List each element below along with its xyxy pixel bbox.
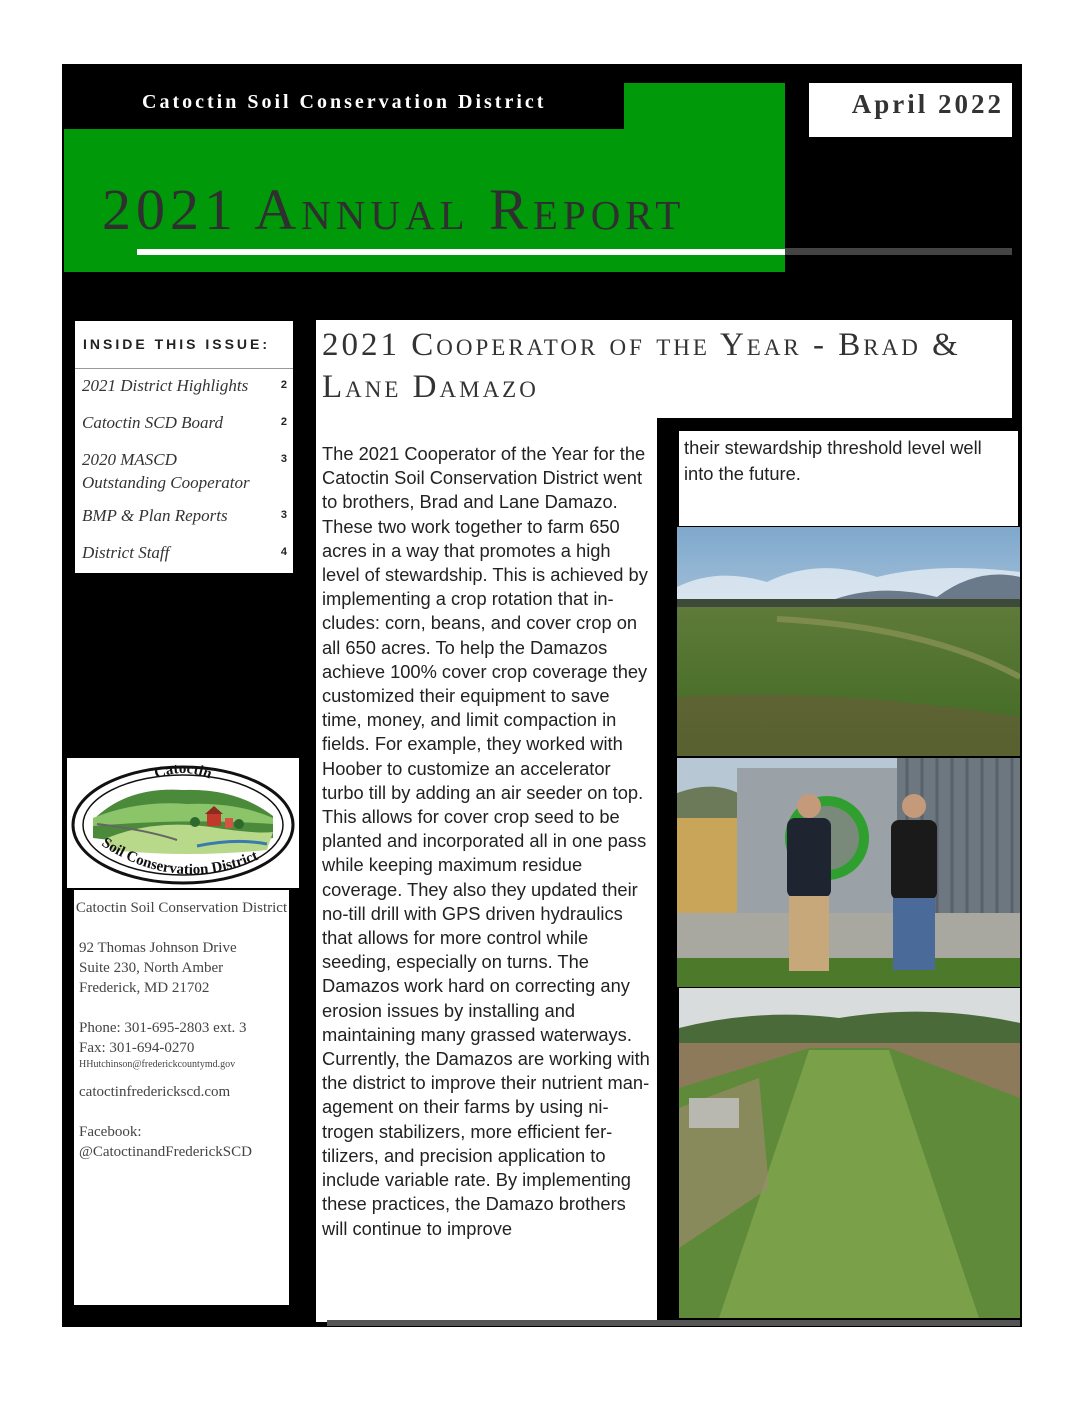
contact-website[interactable]: catoctinfrederickscd.com [79, 1084, 231, 1100]
table-of-contents [75, 321, 293, 573]
district-logo [67, 758, 299, 888]
article-title-box [316, 320, 1012, 418]
article-column-1 [316, 418, 657, 1322]
issue-date: April 2022 [809, 83, 1012, 137]
article-body-continued: their stewardship threshold level well into the future. [684, 437, 982, 484]
toc-item-label: Catoctin SCD Board [82, 413, 224, 432]
contact-address-line: Frederick, MD 21702 [79, 980, 210, 996]
contact-phone: Phone: 301-695-2803 ext. 3 [79, 1020, 247, 1036]
photo-field [677, 527, 1020, 756]
district-name: Catoctin Soil Conservation District [62, 64, 624, 128]
toc-item-label: 2020 MASCD Outstanding Cooperator [82, 450, 250, 492]
contact-facebook-label: Facebook: [79, 1124, 142, 1140]
report-title: 2021 Annual Report [102, 177, 686, 242]
article-title: 2021 Cooperator of the Year - Brad & Lane Damazo [322, 327, 961, 405]
toc-item-label: District Staff [82, 543, 170, 562]
toc-item[interactable] [82, 448, 287, 494]
article-column-2 [679, 431, 1018, 526]
toc-item-page: 2 [280, 416, 287, 428]
article-body: The 2021 Cooperator of the Year for the Catoctin Soil Conservation District went to brothers, Brad and Lane Damazo. These two work together to farm 650 acres in a way that promotes a high level of stewardship. This is achieved by implementing a crop rotation that includes: corn, beans, and cover crop on all 650 acres. To help the Damazos achieve 100% cover crop coverage they customized their equipment to save time, money, and limit compaction in fields. For example, they worked with Hoober to customize an accelerator turbo till by adding an air seeder on top. This allows for cover crop seed to be planted and incorporated all in one pass while keeping maximum residue coverage. They also they updated their no-till drill with GPS driven hydraulics that allows for more control while seeding, especially on turns. The Damazos work hard on correcting any erosion issues by installing and maintaining many grassed waterways. Currently, the Damazos are working with the district to improve their nutrient management on their farms by using nitrogen stabilizers, more efficient fertilizers, and precision application to include variable rate. By implementing these practices, the Damazo brothers will continue to improve [322, 443, 650, 1239]
contact-fax: Fax: 301-694-0270 [79, 1040, 195, 1056]
logo-bottom-text: Soil Conservation District [98, 834, 261, 879]
toc-item-label: 2021 District Highlights [82, 376, 249, 395]
logo-top-text: Catoctin [152, 760, 214, 783]
toc-item[interactable] [82, 504, 287, 527]
toc-item-page: 3 [280, 509, 287, 521]
contact-org-name: Catoctin Soil Conservation District [75, 900, 288, 916]
logo-graphic [67, 758, 299, 888]
toc-item[interactable] [82, 411, 287, 434]
toc-item-page: 2 [280, 379, 287, 391]
toc-item[interactable] [82, 541, 287, 564]
photo-damazo-brothers [677, 758, 1020, 987]
contact-panel [74, 890, 289, 1305]
toc-item-label: BMP & Plan Reports [82, 506, 228, 525]
photo-grassed-waterway [679, 988, 1020, 1318]
toc-item-page: 3 [280, 453, 287, 465]
title-rule [137, 249, 785, 255]
bottom-rule [327, 1320, 1020, 1326]
contact-address-line: Suite 230, North Amber [79, 960, 224, 976]
contact-email[interactable]: HHutchinson@frederickcountymd.gov [79, 1059, 236, 1070]
toc-heading: INSIDE THIS ISSUE: [75, 321, 293, 369]
contact-facebook-handle[interactable]: @CatoctinandFrederickSCD [79, 1144, 252, 1160]
toc-item-page: 4 [280, 546, 287, 558]
toc-item[interactable] [82, 374, 287, 397]
contact-address-line: 92 Thomas Johnson Drive [79, 940, 237, 956]
title-rule-grey [785, 248, 1012, 255]
